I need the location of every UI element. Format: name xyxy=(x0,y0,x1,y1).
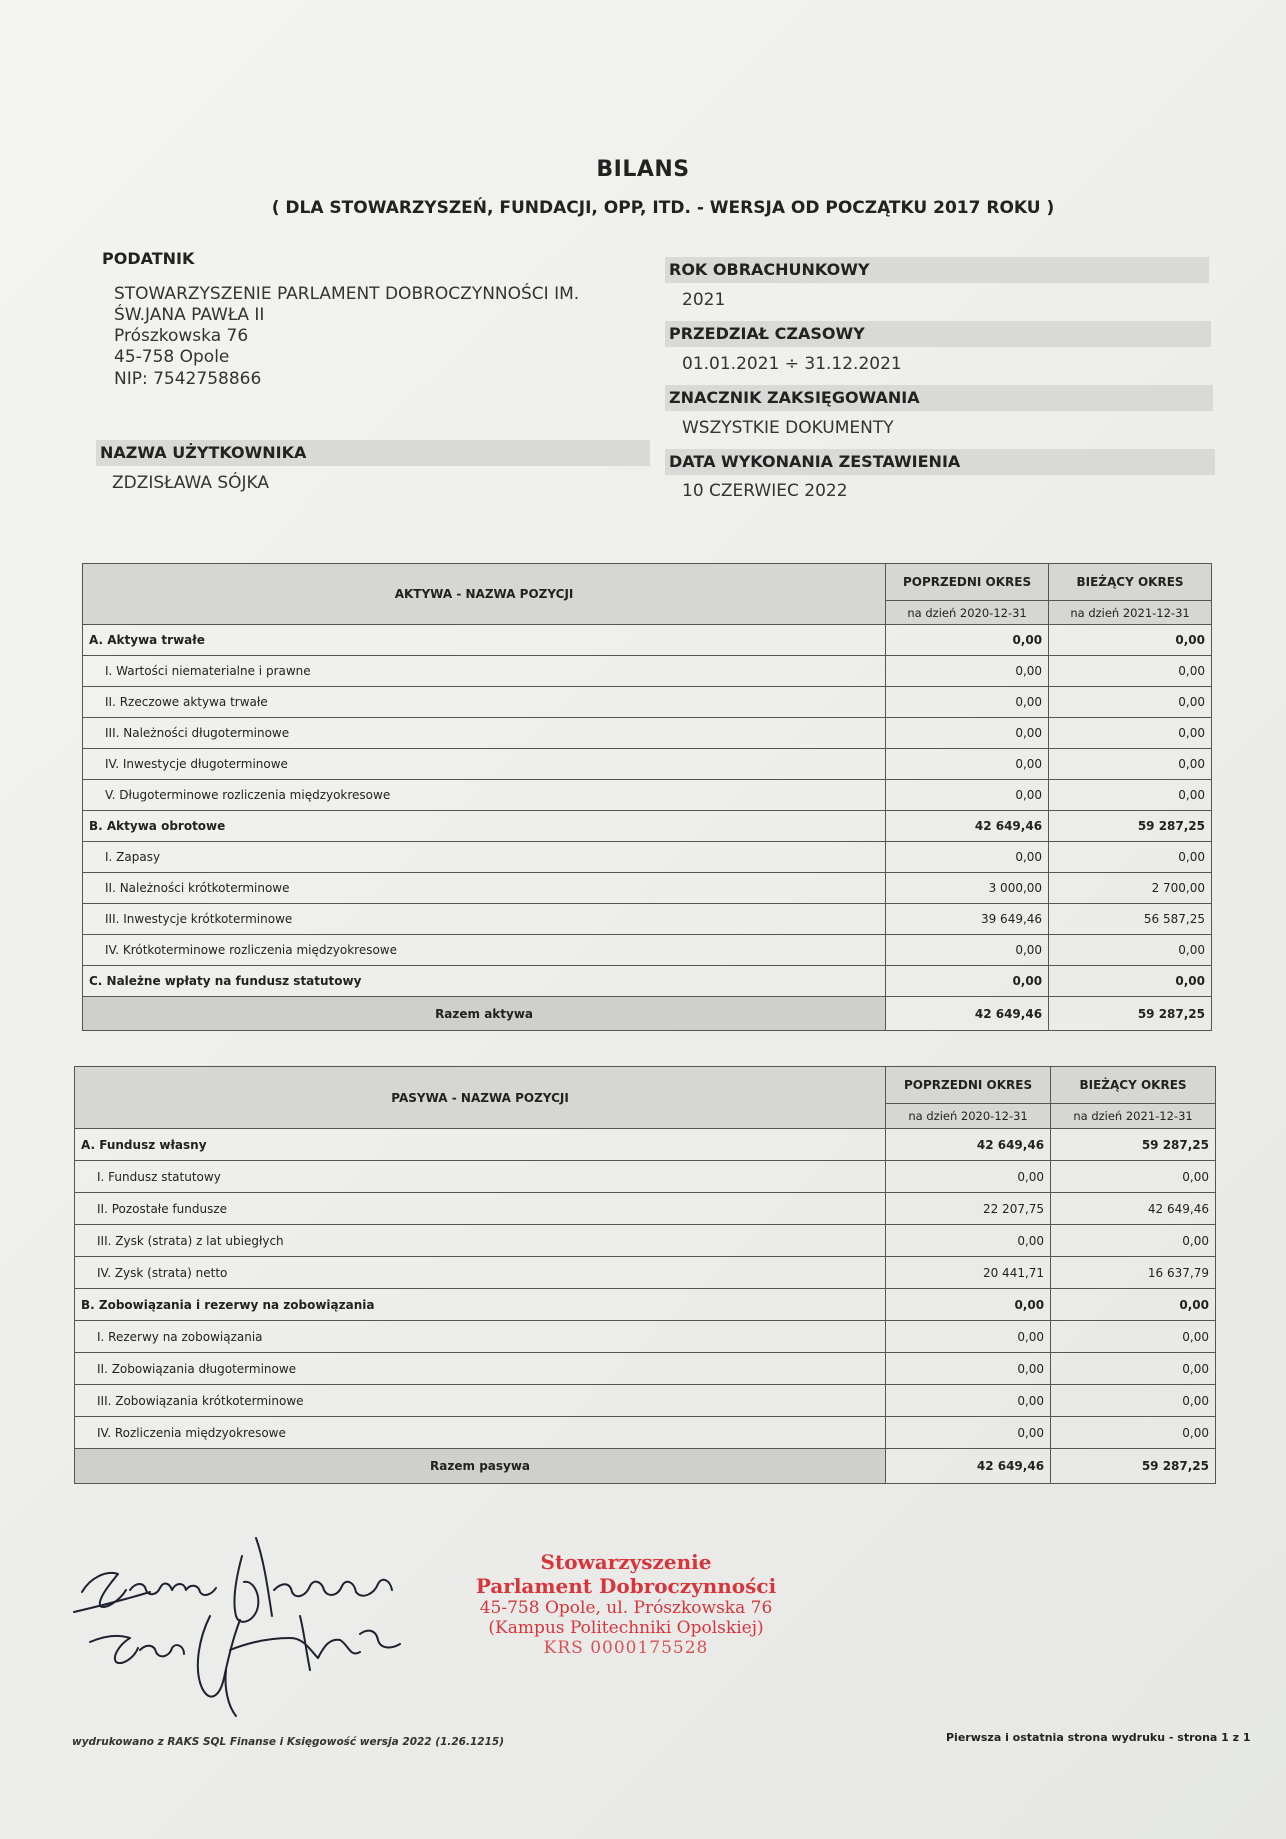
table-row xyxy=(83,904,1212,935)
row-prev-value: 0,00 xyxy=(886,780,1049,811)
table-row xyxy=(75,1129,1216,1161)
row-label: IV. Rozliczenia międzyokresowe xyxy=(75,1417,886,1449)
table-row xyxy=(83,935,1212,966)
row-label: B. Aktywa obrotowe xyxy=(83,811,886,842)
table-row xyxy=(75,1353,1216,1385)
row-label: IV. Inwestycje długoterminowe xyxy=(83,749,886,780)
row-curr-value: 16 637,79 xyxy=(1051,1257,1216,1289)
znacznik-label: ZNACZNIK ZAKSIĘGOWANIA xyxy=(665,385,1213,411)
row-prev-value: 42 649,46 xyxy=(886,811,1049,842)
table-row xyxy=(83,966,1212,997)
total-prev-value: 42 649,46 xyxy=(886,997,1049,1031)
aktywa-curr-date: na dzień 2021-12-31 xyxy=(1049,601,1212,625)
podatnik-line-4: 45-758 Opole xyxy=(114,347,230,367)
row-curr-value: 42 649,46 xyxy=(1051,1193,1216,1225)
row-curr-value: 0,00 xyxy=(1049,842,1212,873)
aktywa-table xyxy=(82,563,1212,1031)
pasywa-prev-label: POPRZEDNI OKRES xyxy=(886,1067,1051,1104)
row-label: I. Wartości niematerialne i prawne xyxy=(83,656,886,687)
row-label: C. Należne wpłaty na fundusz statutowy xyxy=(83,966,886,997)
table-row xyxy=(83,687,1212,718)
row-label: V. Długoterminowe rozliczenia międzyokresowe xyxy=(83,780,886,811)
row-label: III. Zobowiązania krótkoterminowe xyxy=(75,1385,886,1417)
aktywa-curr-label: BIEŻĄCY OKRES xyxy=(1049,564,1212,601)
row-label: IV. Krótkoterminowe rozliczenia międzyokresowe xyxy=(83,935,886,966)
podatnik-label: PODATNIK xyxy=(102,249,195,268)
rok-label: ROK OBRACHUNKOWY xyxy=(665,257,1209,283)
row-prev-value: 0,00 xyxy=(886,687,1049,718)
row-curr-value: 0,00 xyxy=(1051,1161,1216,1193)
stamp-line-4: (Kampus Politechniki Opolskiej) xyxy=(488,1618,764,1638)
table-row xyxy=(75,1289,1216,1321)
table-row xyxy=(83,811,1212,842)
znacznik-value: WSZYSTKIE DOKUMENTY xyxy=(682,418,894,438)
podatnik-line-5: NIP: 7542758866 xyxy=(114,369,262,389)
table-row xyxy=(75,1385,1216,1417)
row-prev-value: 0,00 xyxy=(886,966,1049,997)
przedzial-label: PRZEDZIAŁ CZASOWY xyxy=(665,321,1211,347)
row-label: B. Zobowiązania i rezerwy na zobowiązania xyxy=(75,1289,886,1321)
table-row xyxy=(83,842,1212,873)
table-row xyxy=(83,749,1212,780)
total-prev-value: 42 649,46 xyxy=(886,1449,1051,1484)
row-prev-value: 0,00 xyxy=(886,1321,1051,1353)
row-label: II. Zobowiązania długoterminowe xyxy=(75,1353,886,1385)
data-wyk-label: DATA WYKONANIA ZESTAWIENIA xyxy=(665,449,1215,475)
row-curr-value: 0,00 xyxy=(1049,718,1212,749)
przedzial-value: 01.01.2021 ÷ 31.12.2021 xyxy=(682,354,902,374)
rok-value: 2021 xyxy=(682,290,726,310)
row-prev-value: 42 649,46 xyxy=(886,1129,1051,1161)
organization-stamp xyxy=(456,1550,796,1658)
table-row xyxy=(83,625,1212,656)
podatnik-line-1: STOWARZYSZENIE PARLAMENT DOBROCZYNNOŚCI IM. xyxy=(114,284,580,304)
row-label: IV. Zysk (strata) netto xyxy=(75,1257,886,1289)
total-row xyxy=(83,997,1212,1031)
table-row xyxy=(75,1225,1216,1257)
row-label: A. Fundusz własny xyxy=(75,1129,886,1161)
row-curr-value: 0,00 xyxy=(1051,1385,1216,1417)
row-prev-value: 0,00 xyxy=(886,625,1049,656)
row-label: II. Pozostałe fundusze xyxy=(75,1193,886,1225)
table-row xyxy=(83,656,1212,687)
handwritten-signature xyxy=(60,1520,440,1720)
row-prev-value: 0,00 xyxy=(886,1225,1051,1257)
document-title: BILANS xyxy=(596,157,690,182)
stamp-line-5: KRS 0000175528 xyxy=(543,1638,709,1658)
row-curr-value: 0,00 xyxy=(1049,656,1212,687)
document-subtitle: ( DLA STOWARZYSZEŃ, FUNDACJI, OPP, ITD. - WERSJA OD POCZĄTKU 2017 ROKU ) xyxy=(271,198,1055,218)
row-label: III. Należności długoterminowe xyxy=(83,718,886,749)
row-label: III. Zysk (strata) z lat ubiegłych xyxy=(75,1225,886,1257)
total-row xyxy=(75,1449,1216,1484)
row-curr-value: 0,00 xyxy=(1051,1353,1216,1385)
table-row xyxy=(75,1257,1216,1289)
row-curr-value: 0,00 xyxy=(1051,1225,1216,1257)
row-prev-value: 0,00 xyxy=(886,1417,1051,1449)
row-label: I. Fundusz statutowy xyxy=(75,1161,886,1193)
row-label: II. Należności krótkoterminowe xyxy=(83,873,886,904)
row-curr-value: 0,00 xyxy=(1049,935,1212,966)
row-prev-value: 0,00 xyxy=(886,1289,1051,1321)
row-prev-value: 0,00 xyxy=(886,1385,1051,1417)
row-curr-value: 2 700,00 xyxy=(1049,873,1212,904)
row-prev-value: 22 207,75 xyxy=(886,1193,1051,1225)
row-prev-value: 0,00 xyxy=(886,1353,1051,1385)
pasywa-prev-date: na dzień 2020-12-31 xyxy=(886,1104,1051,1129)
total-curr-value: 59 287,25 xyxy=(1051,1449,1216,1484)
row-curr-value: 59 287,25 xyxy=(1049,811,1212,842)
row-label: A. Aktywa trwałe xyxy=(83,625,886,656)
row-prev-value: 20 441,71 xyxy=(886,1257,1051,1289)
row-prev-value: 39 649,46 xyxy=(886,904,1049,935)
total-curr-value: 59 287,25 xyxy=(1049,997,1212,1031)
pasywa-curr-label: BIEŻĄCY OKRES xyxy=(1051,1067,1216,1104)
total-label: Razem aktywa xyxy=(83,997,886,1031)
row-curr-value: 0,00 xyxy=(1049,966,1212,997)
table-row xyxy=(75,1161,1216,1193)
table-row xyxy=(75,1193,1216,1225)
podatnik-line-2: ŚW.JANA PAWŁA II xyxy=(114,305,265,325)
stamp-line-1: Stowarzyszenie xyxy=(540,1550,712,1574)
table-row xyxy=(83,873,1212,904)
footer-page-info: Pierwsza i ostatnia strona wydruku - strona 1 z 1 xyxy=(946,1731,1251,1744)
table-row xyxy=(83,718,1212,749)
row-curr-value: 0,00 xyxy=(1049,780,1212,811)
row-curr-value: 0,00 xyxy=(1049,625,1212,656)
row-prev-value: 0,00 xyxy=(886,656,1049,687)
stamp-line-3: 45-758 Opole, ul. Prószkowska 76 xyxy=(479,1598,773,1618)
aktywa-header: AKTYWA - NAZWA POZYCJI xyxy=(83,564,886,625)
footer-printed-with: wydrukowano z RAKS SQL Finanse i Księgowość wersja 2022 (1.26.1215) xyxy=(72,1736,504,1748)
row-prev-value: 0,00 xyxy=(886,1161,1051,1193)
row-prev-value: 3 000,00 xyxy=(886,873,1049,904)
user-label: NAZWA UŻYTKOWNIKA xyxy=(96,440,650,466)
aktywa-prev-label: POPRZEDNI OKRES xyxy=(886,564,1049,601)
row-curr-value: 59 287,25 xyxy=(1051,1129,1216,1161)
row-label: II. Rzeczowe aktywa trwałe xyxy=(83,687,886,718)
row-prev-value: 0,00 xyxy=(886,935,1049,966)
aktywa-prev-date: na dzień 2020-12-31 xyxy=(886,601,1049,625)
data-wyk-value: 10 CZERWIEC 2022 xyxy=(682,481,848,501)
pasywa-curr-date: na dzień 2021-12-31 xyxy=(1051,1104,1216,1129)
pasywa-header: PASYWA - NAZWA POZYCJI xyxy=(75,1067,886,1129)
row-label: I. Zapasy xyxy=(83,842,886,873)
row-label: I. Rezerwy na zobowiązania xyxy=(75,1321,886,1353)
row-prev-value: 0,00 xyxy=(886,718,1049,749)
row-prev-value: 0,00 xyxy=(886,842,1049,873)
table-row xyxy=(75,1321,1216,1353)
row-prev-value: 0,00 xyxy=(886,749,1049,780)
stamp-line-2: Parlament Dobroczynności xyxy=(475,1574,777,1598)
row-curr-value: 0,00 xyxy=(1051,1289,1216,1321)
table-row xyxy=(75,1417,1216,1449)
user-value: ZDZISŁAWA SÓJKA xyxy=(112,473,270,493)
row-curr-value: 0,00 xyxy=(1049,749,1212,780)
total-label: Razem pasywa xyxy=(75,1449,886,1484)
pasywa-table xyxy=(74,1066,1216,1484)
podatnik-line-3: Prószkowska 76 xyxy=(114,326,249,346)
row-curr-value: 0,00 xyxy=(1049,687,1212,718)
row-curr-value: 56 587,25 xyxy=(1049,904,1212,935)
row-label: III. Inwestycje krótkoterminowe xyxy=(83,904,886,935)
row-curr-value: 0,00 xyxy=(1051,1321,1216,1353)
row-curr-value: 0,00 xyxy=(1051,1417,1216,1449)
table-row xyxy=(83,780,1212,811)
